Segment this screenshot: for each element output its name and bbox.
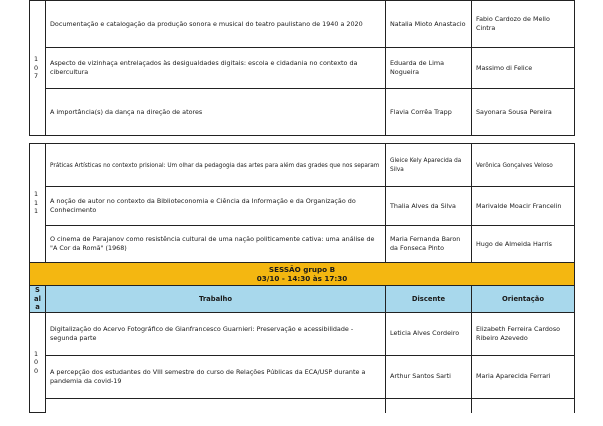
advisor-name: Marivalde Moacir Francelin [472, 187, 575, 226]
room-number: 100 [30, 312, 46, 413]
advisor-name: Massimo di Felice [472, 48, 575, 89]
work-title: A noção de autor no contexto da Biblioteconomia e Ciência da Informação e da Organização do Conhecimento [46, 187, 386, 226]
advisor-name: Fabio Cardozo de Mello Cintra [472, 1, 575, 48]
room-number: 111 [30, 144, 46, 263]
schedule-document [29, 0, 574, 413]
column-header-row [30, 286, 575, 313]
student-name: Flavia Corrêa Trapp [386, 89, 472, 136]
student-name: Leticia Alves Cordeiro [386, 312, 472, 355]
student-name: Arthur Santos Sarti [386, 355, 472, 398]
table-row [30, 187, 575, 226]
header-sala: Sala [30, 286, 46, 313]
session-title: SESSÃO grupo B [268, 265, 336, 274]
header-orientacao: Orientação [472, 286, 575, 313]
work-title: Digitalização do Acervo Fotográfico de Gianfrancesco Guarnieri: Preservação e acessibilidade - segunda parte [46, 312, 386, 355]
table-row [30, 89, 575, 136]
advisor-name: Verônica Gonçalves Veloso [472, 144, 575, 187]
student-name: Thalia Alves da Silva [386, 187, 472, 226]
table-row [30, 144, 575, 187]
table-row [30, 398, 575, 413]
table-row [30, 312, 575, 355]
table-row [30, 226, 575, 263]
student-name: Gleice Kely Aparecida da Silva [386, 144, 472, 187]
schedule-table [29, 0, 575, 413]
room-number: 107 [30, 1, 46, 136]
student-name: Eduarda de Lima Nogueira [386, 48, 472, 89]
work-title: O cinema de Parajanov como resistência cultural de uma nação politicamente cativa: uma análise de "A Cor da Romã" (1968) [46, 226, 386, 263]
row-divider [30, 136, 575, 144]
session-header [30, 263, 575, 286]
student-name: Maria Fernanda Baron da Fonseca Pinto [386, 226, 472, 263]
work-title: A importância(s) da dança na direção de atores [46, 89, 386, 136]
session-time: 03/10 - 14:30 às 17:30 [256, 274, 348, 283]
work-title: Aspecto de vizinhaça entrelaçados às desigualdades digitais: escola e cidadania no contexto da cibercultura [46, 48, 386, 89]
work-title: Documentação e catalogação da produção sonora e musical do teatro paulistano de 1940 a 2020 [46, 1, 386, 48]
header-trabalho: Trabalho [46, 286, 386, 313]
advisor-name: Maria Aparecida Ferrari [472, 355, 575, 398]
work-title: A percepção dos estudantes do VIII semestre do curso de Relações Públicas da ECA/USP durante a pandemia da covid-19 [46, 355, 386, 398]
table-row [30, 48, 575, 89]
advisor-name: Elizabeth Ferreira Cardoso Ribeiro Azevedo [472, 312, 575, 355]
student-name: Natalia Mioto Anastacio [386, 1, 472, 48]
header-discente: Discente [386, 286, 472, 313]
work-title: Práticas Artísticas no contexto prisional: Um olhar da pedagogia das artes para além das grades que nos separam [46, 144, 386, 187]
table-row [30, 355, 575, 398]
advisor-name: Hugo de Almeida Harris [472, 226, 575, 263]
advisor-name: Sayonara Sousa Pereira [472, 89, 575, 136]
table-row [30, 1, 575, 48]
